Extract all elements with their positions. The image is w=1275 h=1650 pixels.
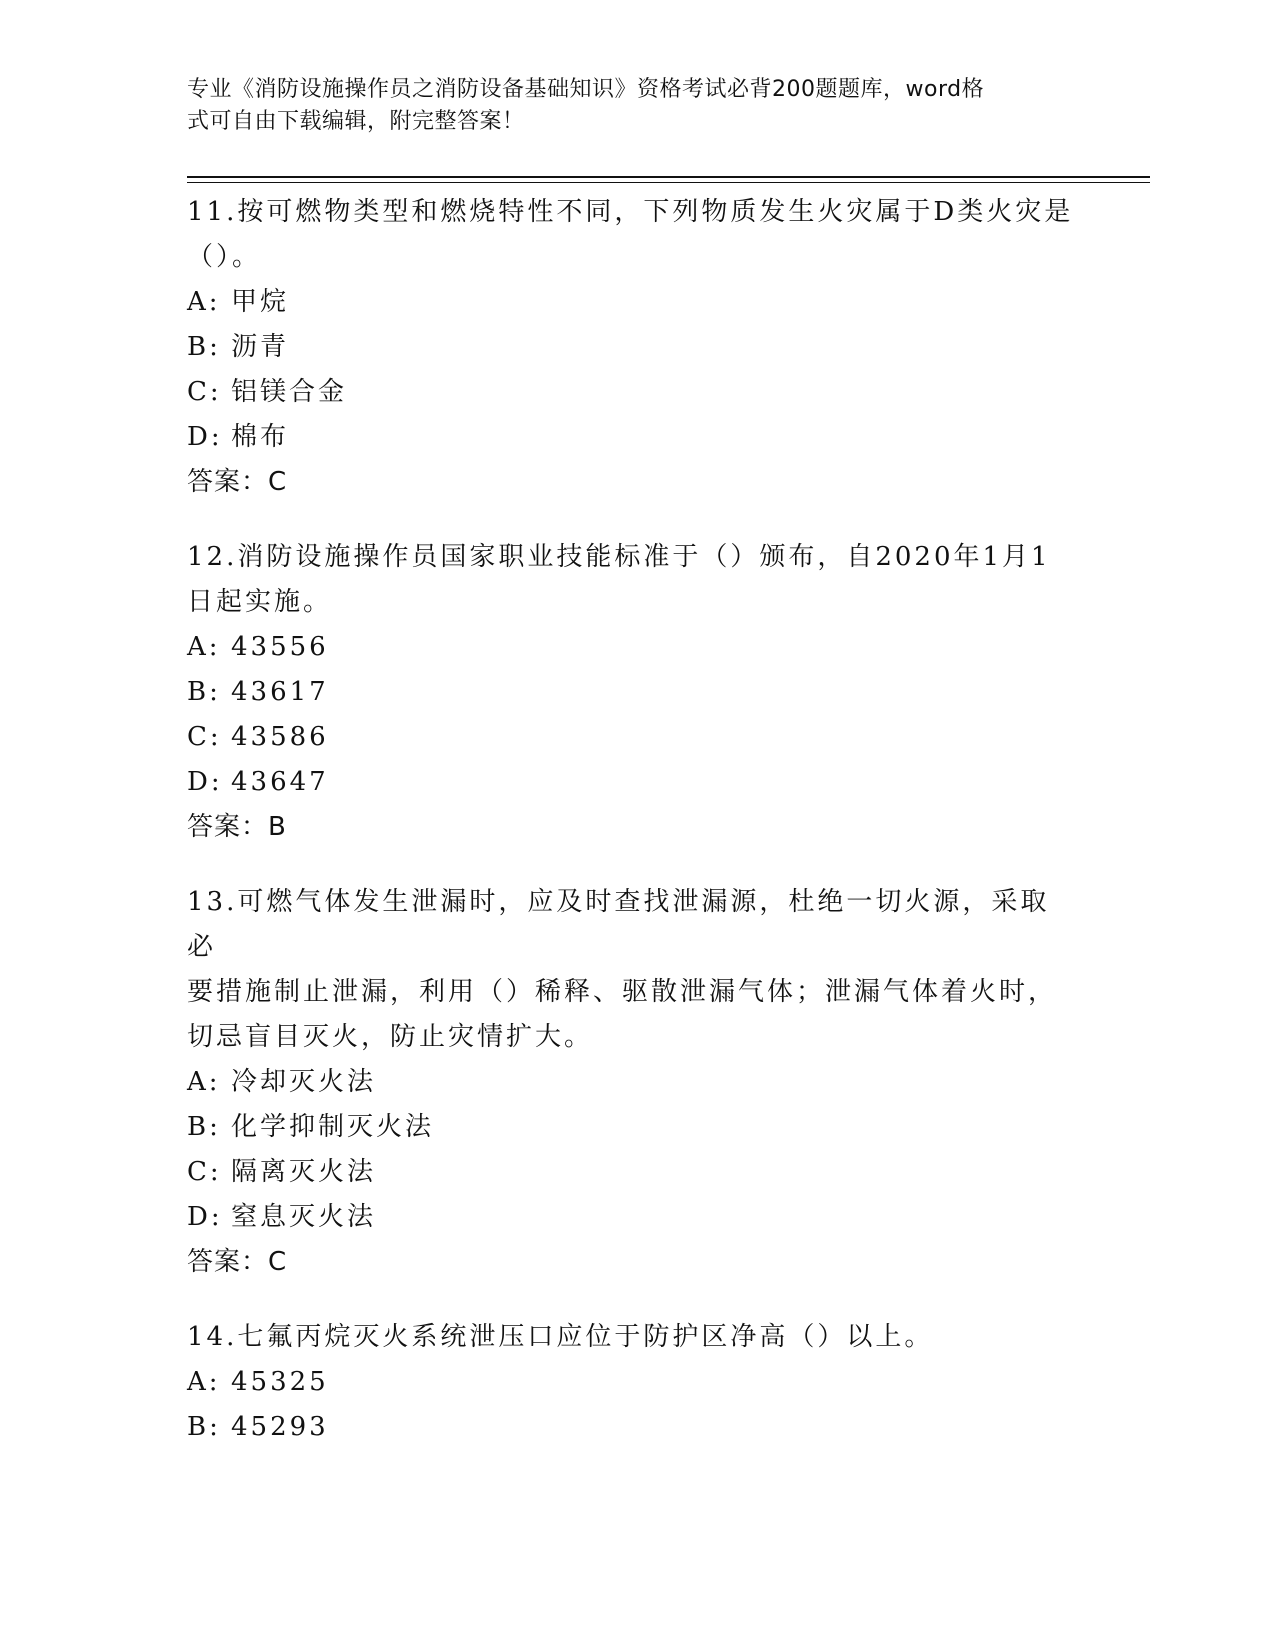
option-a: [187, 1060, 1077, 1105]
option-text: 45293: [231, 1412, 329, 1442]
option-a: [187, 1360, 1077, 1405]
header-line-2: 式可自由下载编辑，附完整答案！: [187, 109, 525, 134]
option-letter: B:: [187, 1112, 221, 1142]
option-letter: D:: [187, 422, 223, 452]
question-13: [187, 880, 1077, 1285]
question-text-line: 日起实施。: [187, 587, 333, 617]
option-text: 甲烷: [231, 287, 290, 317]
option-letter: C:: [187, 722, 222, 752]
question-14: [187, 1315, 1077, 1450]
option-letter: B:: [187, 1412, 221, 1442]
option-d: [187, 760, 1077, 805]
option-a: [187, 625, 1077, 670]
option-letter: B:: [187, 677, 221, 707]
answer-line: 答案：B: [187, 812, 287, 842]
option-c: [187, 715, 1077, 760]
question-list: [187, 190, 1077, 1480]
option-letter: D:: [187, 1202, 223, 1232]
document-header: [187, 74, 1067, 138]
option-letter: D:: [187, 767, 223, 797]
option-letter: B:: [187, 332, 221, 362]
option-text: 棉布: [231, 422, 290, 452]
question-12: [187, 535, 1077, 850]
option-a: [187, 280, 1077, 325]
option-text: 沥青: [231, 332, 290, 362]
question-text-line: 切忌盲目灭火，防止灾情扩大。: [187, 1022, 594, 1052]
option-text: 冷却灭火法: [231, 1067, 377, 1097]
question-text-line: 11.按可燃物类型和燃烧特性不同，下列物质发生火灾属于D类火灾是: [187, 197, 1074, 227]
header-divider-thick: [187, 176, 1150, 178]
option-text: 43586: [231, 722, 329, 752]
option-d: [187, 415, 1077, 460]
question-text-line: （）。: [187, 242, 262, 272]
question-text-line: 14.七氟丙烷灭火系统泄压口应位于防护区净高（）以上。: [187, 1322, 934, 1352]
option-d: [187, 1195, 1077, 1240]
header-line-1: 专业《消防设施操作员之消防设备基础知识》资格考试必背200题题库，word格: [187, 77, 985, 102]
header-divider-thin: [187, 182, 1150, 183]
option-text: 43556: [231, 632, 329, 662]
option-b: [187, 670, 1077, 715]
option-letter: A:: [187, 1067, 221, 1097]
option-b: [187, 325, 1077, 370]
option-c: [187, 1150, 1077, 1195]
answer-line: 答案：C: [187, 1247, 288, 1277]
option-letter: C:: [187, 377, 222, 407]
option-b: [187, 1405, 1077, 1450]
option-text: 43617: [231, 677, 329, 707]
option-letter: A:: [187, 1367, 221, 1397]
option-text: 45325: [231, 1367, 329, 1397]
option-b: [187, 1105, 1077, 1150]
question-11: [187, 190, 1077, 505]
option-text: 43647: [231, 767, 329, 797]
option-c: [187, 370, 1077, 415]
option-letter: A:: [187, 632, 221, 662]
question-text-line: 12.消防设施操作员国家职业技能标准于（）颁布，自2020年1月1: [187, 542, 1051, 572]
question-text-line: 要措施制止泄漏，利用（）稀释、驱散泄漏气体；泄漏气体着火时，: [187, 977, 1058, 1007]
option-text: 隔离灭火法: [231, 1157, 377, 1187]
option-text: 化学抑制灭火法: [231, 1112, 435, 1142]
option-text: 铝镁合金: [231, 377, 348, 407]
option-text: 窒息灭火法: [231, 1202, 377, 1232]
question-text-line: 13.可燃气体发生泄漏时，应及时查找泄漏源，杜绝一切火源，采取必: [187, 887, 1050, 962]
option-letter: C:: [187, 1157, 222, 1187]
answer-line: 答案：C: [187, 467, 288, 497]
option-letter: A:: [187, 287, 221, 317]
